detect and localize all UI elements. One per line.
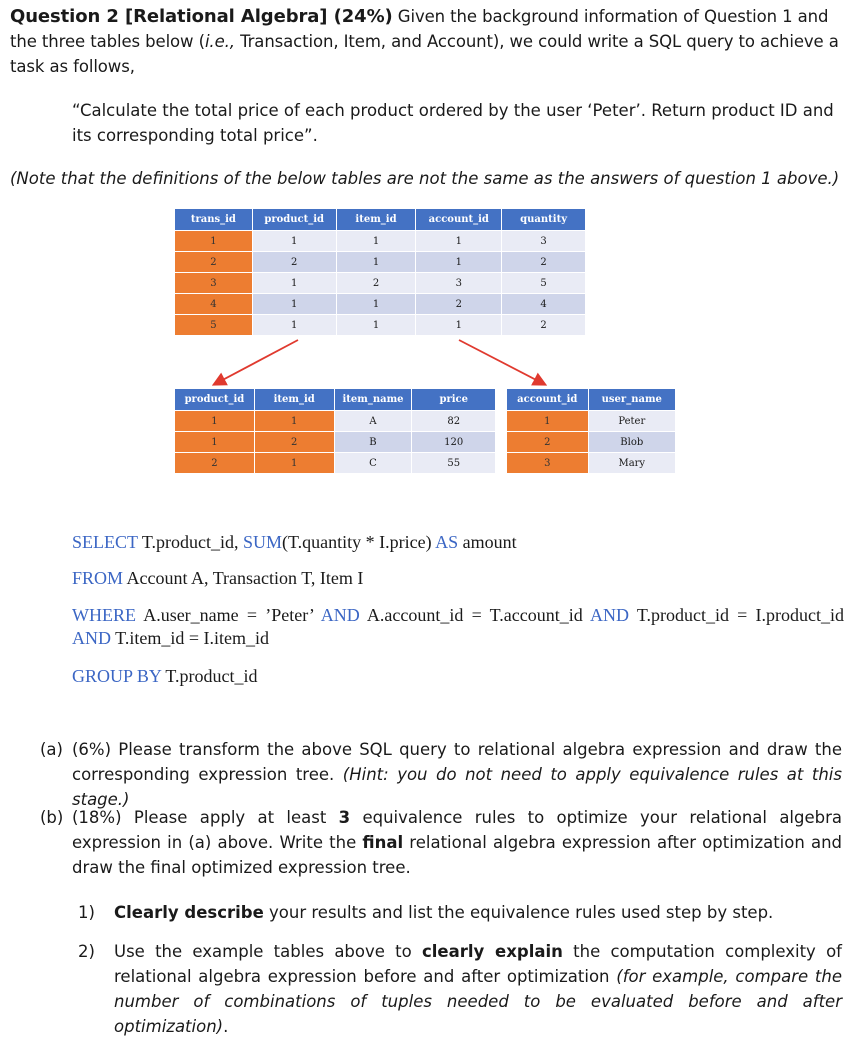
table-header: item_name [334, 389, 412, 411]
table-cell: B [334, 432, 412, 453]
table-cell: 3 [416, 273, 502, 294]
part-b: (b) (18%) Please apply at least 3 equivalence rules to optimize your relational algebra expression in (a) above. Write the final relational algebra expression after optimization and draw the final optimized expression tree. [40, 805, 842, 880]
table-cell: 1 [175, 411, 255, 432]
task-quote: “Calculate the total price of each product ordered by the user ‘Peter’. Return product ID and its corresponding total price”. [72, 101, 834, 145]
table-cell: 3 [502, 231, 586, 252]
table-cell: 3 [175, 273, 253, 294]
table-cell: 1 [507, 411, 589, 432]
table-header: account_id [507, 389, 589, 411]
sub-item-2: 2) Use the example tables above to clearly explain the computation complexity of relational algebra expression before and after optimization (for example, compare the number of combinations of tuples needed to be evaluated before and after optimization). [78, 939, 842, 1039]
table-cell: A [334, 411, 412, 432]
transaction-item-arrow [215, 340, 298, 384]
table-cell: 1 [336, 252, 416, 273]
sql-keyword: AND [72, 628, 111, 648]
table-cell: 5 [502, 273, 586, 294]
table-cell: 2 [252, 252, 336, 273]
part-a-label: (a) [40, 740, 63, 759]
sql-keyword: SUM [243, 532, 283, 552]
table-row [507, 411, 676, 432]
table-header: product_id [252, 209, 336, 231]
sub-item-2-label: 2) [78, 942, 95, 961]
table-header: trans_id [175, 209, 253, 231]
table-row [175, 432, 496, 453]
sql-from-line: FROM Account A, Transaction T, Item I [72, 568, 364, 588]
table-cell: 1 [416, 252, 502, 273]
table-cell: 2 [507, 432, 589, 453]
table-cell: 1 [252, 231, 336, 252]
sql-keyword: FROM [72, 568, 124, 588]
table-header: item_id [336, 209, 416, 231]
table-header: quantity [502, 209, 586, 231]
table-cell: 2 [502, 315, 586, 336]
sub-item-1: 1) Clearly describe your results and list the equivalence rules used step by step. [78, 900, 842, 925]
table-header: price [412, 389, 496, 411]
table-cell: 4 [175, 294, 253, 315]
table-cell: Peter [588, 411, 675, 432]
table-header: item_id [254, 389, 334, 411]
sql-keyword: AND [589, 605, 629, 625]
sql-keyword: GROUP BY [72, 666, 162, 686]
table-row [507, 453, 676, 474]
sql-keyword: WHERE [72, 605, 136, 625]
part-b-label: (b) [40, 808, 64, 827]
table-cell: Blob [588, 432, 675, 453]
sql-select-line: SELECT T.product_id, SUM(T.quantity * I.price) AS amount [72, 532, 517, 552]
sub-item-1-label: 1) [78, 903, 95, 922]
table-header: product_id [175, 389, 255, 411]
table-cell: 1 [254, 411, 334, 432]
sql-keyword: SELECT [72, 532, 138, 552]
table-cell: 1 [336, 294, 416, 315]
sql-where-clause: WHERE A.user_name = ’Peter’ AND A.account_id = T.account_id AND T.product_id = I.product_id AND T.item_id = I.item_id [72, 605, 844, 648]
table-header: account_id [416, 209, 502, 231]
table-row [507, 432, 676, 453]
table-header: user_name [588, 389, 675, 411]
table-cell: Mary [588, 453, 675, 474]
question-intro: Question 2 [Relational Algebra] (24%) Given the background information of Question 1 and the three tables below (i.e., Transaction, Item, and Account), we could write a SQL query to achieve a task as follows, [10, 6, 839, 76]
table-note: (Note that the definitions of the below tables are not the same as the answers of question 1 above.) [10, 169, 840, 188]
table-cell: 3 [507, 453, 589, 474]
table-cell: 1 [252, 294, 336, 315]
sql-group-line: GROUP BY T.product_id [72, 666, 258, 686]
table-cell: 120 [412, 432, 496, 453]
table-cell: 2 [175, 252, 253, 273]
hint-text: (Hint: you do not need to apply equivalence rules at this stage.) [72, 765, 842, 809]
relationship-arrows [0, 0, 867, 420]
table-cell: 82 [412, 411, 496, 432]
account-table [506, 388, 676, 474]
table-cell: 1 [254, 453, 334, 474]
table-cell: 5 [175, 315, 253, 336]
table-cell: 2 [175, 453, 255, 474]
table-cell: 2 [254, 432, 334, 453]
table-cell: 2 [336, 273, 416, 294]
item-table [174, 388, 496, 474]
table-cell: 55 [412, 453, 496, 474]
table-cell: 1 [416, 231, 502, 252]
table-cell: 1 [252, 315, 336, 336]
table-row [175, 411, 496, 432]
table-row [175, 453, 496, 474]
table-cell: 2 [502, 252, 586, 273]
table-cell: 2 [416, 294, 502, 315]
table-cell: 1 [336, 315, 416, 336]
sql-keyword: AS [435, 532, 459, 552]
table-cell: 1 [252, 273, 336, 294]
question-heading: Question 2 [Relational Algebra] (24%) [10, 6, 393, 27]
sql-keyword: AND [320, 605, 360, 625]
table-cell: C [334, 453, 412, 474]
part-a: (a) (6%) Please transform the above SQL query to relational algebra expression and draw the corresponding expression tree. (Hint: you do not need to apply equivalence rules at this stage.) [40, 737, 842, 812]
table-cell: 1 [175, 231, 253, 252]
table-cell: 1 [336, 231, 416, 252]
table-cell: 1 [175, 432, 255, 453]
table-cell: 1 [416, 315, 502, 336]
transaction-account-arrow [459, 340, 544, 384]
table-cell: 4 [502, 294, 586, 315]
